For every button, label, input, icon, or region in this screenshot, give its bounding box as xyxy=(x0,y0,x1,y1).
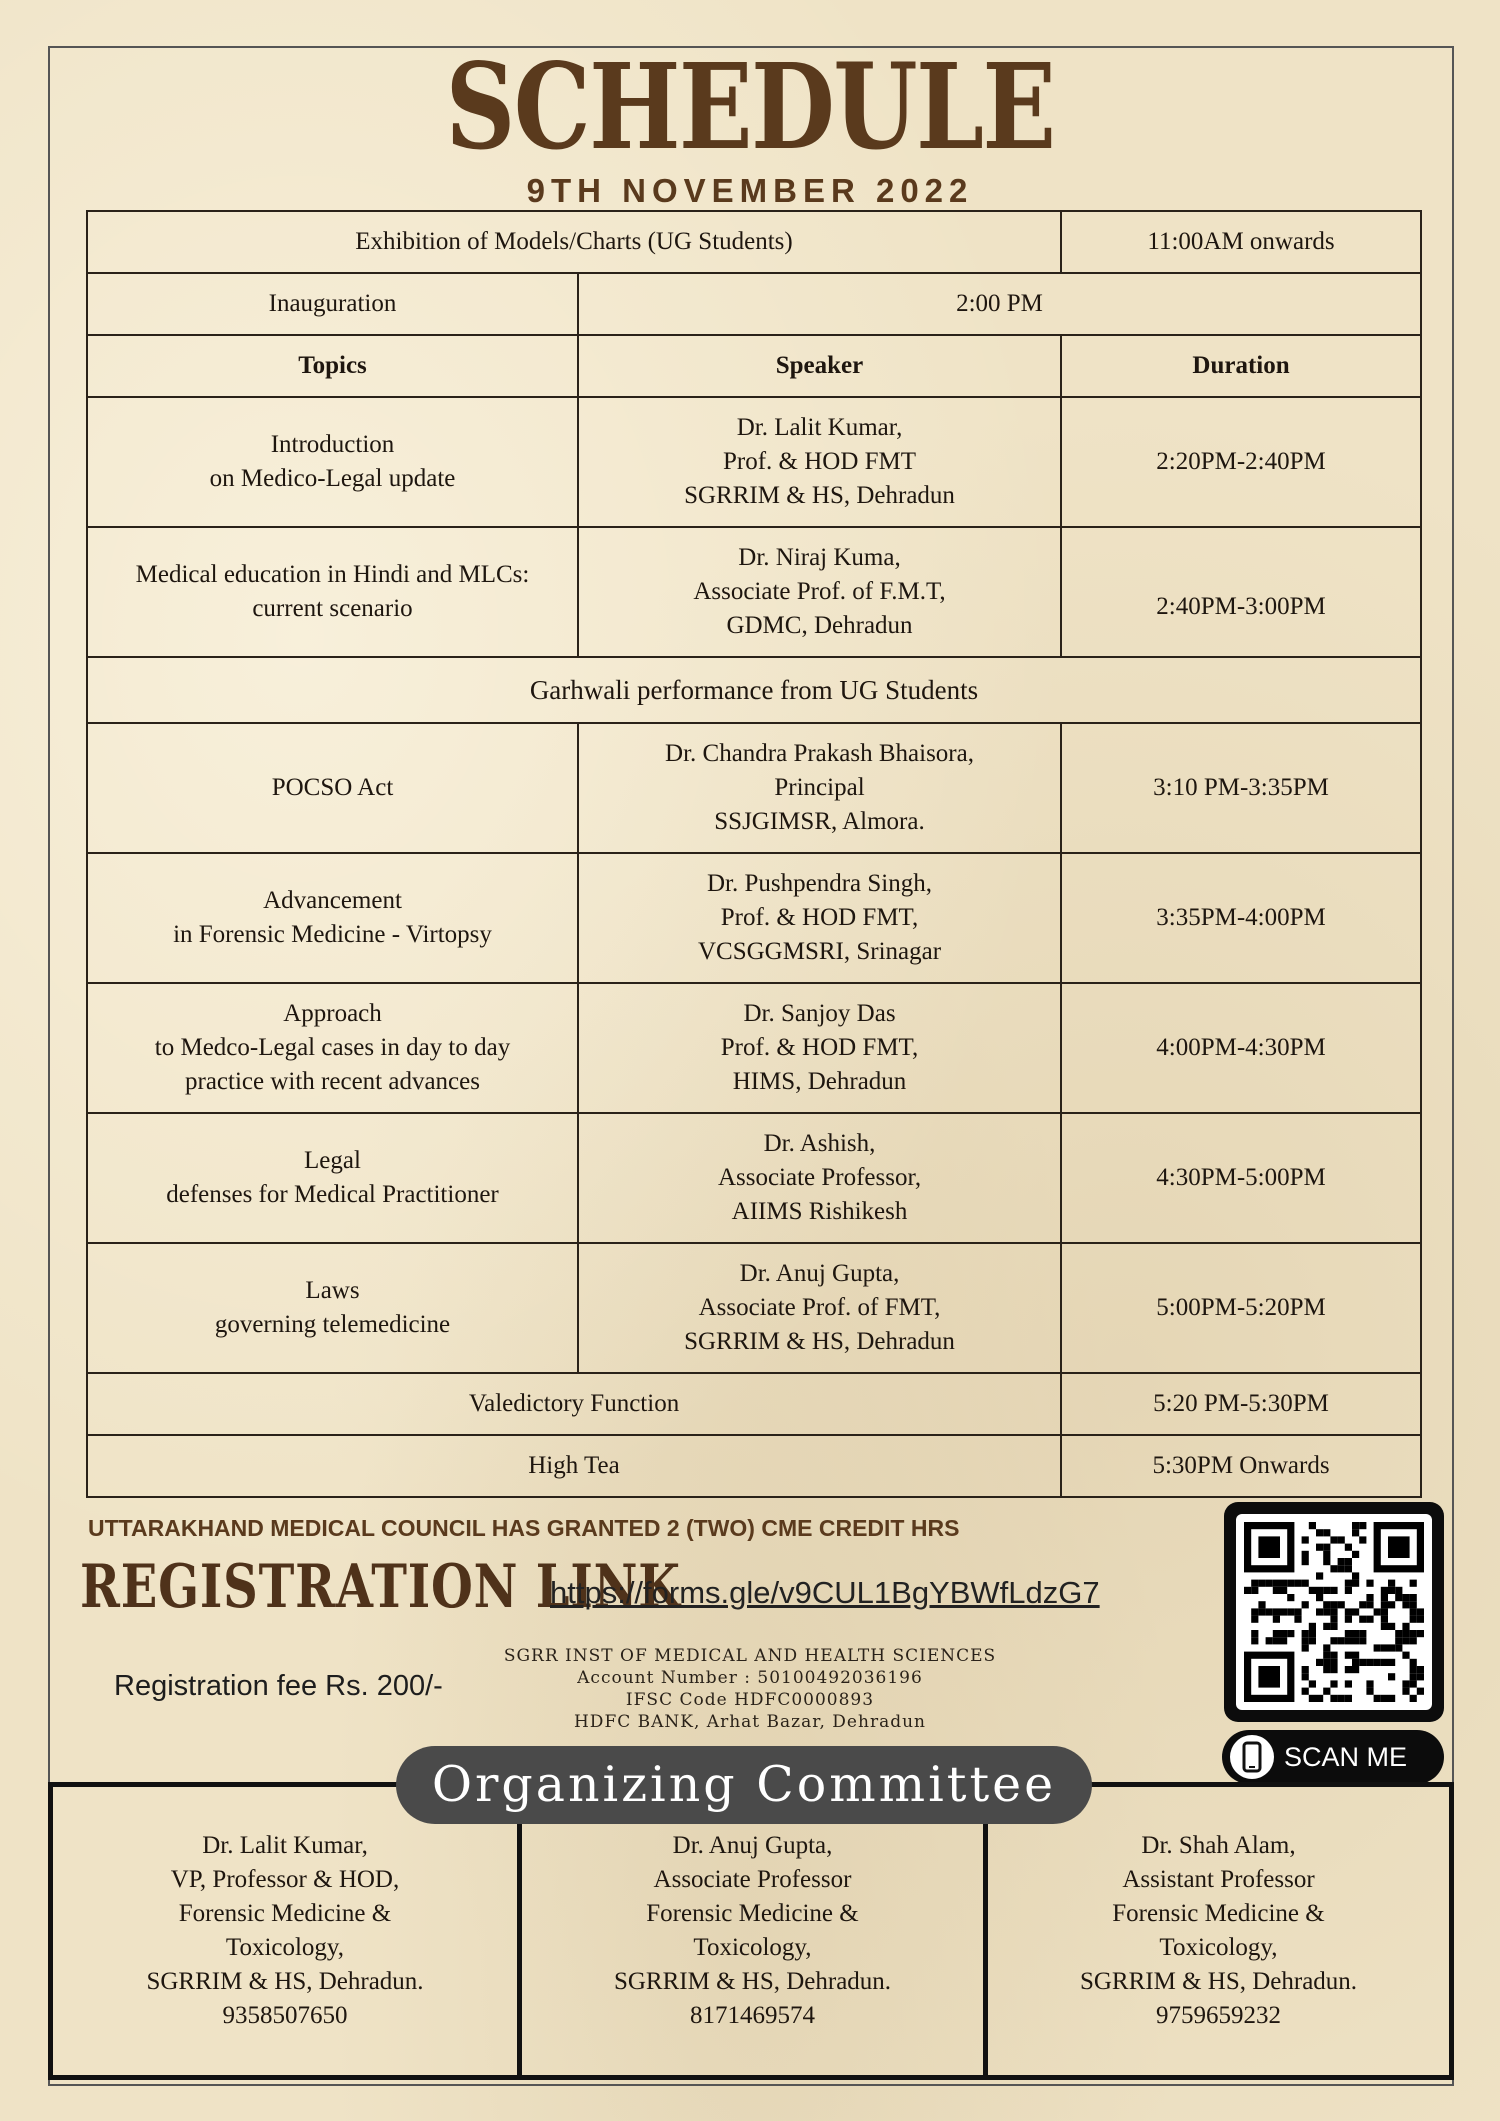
qr-module xyxy=(1330,1616,1337,1623)
committee-member-2: Dr. Anuj Gupta, Associate Professor Forensic Medicine & Toxicology, SGRRIM & HS, Dehradun. 8171469574 xyxy=(613,1832,892,2029)
qr-module xyxy=(1366,1616,1373,1623)
qr-module xyxy=(1352,1608,1359,1615)
qr-module xyxy=(1338,1601,1345,1608)
session-speaker: Dr. Niraj Kuma, Associate Prof. of F.M.T, GDMC, Dehradun xyxy=(578,527,1061,657)
qr-module xyxy=(1287,1608,1294,1615)
qr-module xyxy=(1374,1695,1381,1702)
bank-account-number: Account Number : 50100492036196 xyxy=(577,1668,923,1688)
qr-module xyxy=(1388,1587,1395,1594)
qr-module xyxy=(1345,1637,1352,1644)
qr-module xyxy=(1410,1695,1417,1702)
qr-module xyxy=(1251,1608,1258,1615)
qr-module xyxy=(1402,1637,1409,1644)
qr-module xyxy=(1345,1580,1352,1587)
qr-module xyxy=(1410,1608,1417,1615)
qr-module xyxy=(1417,1630,1424,1637)
qr-module xyxy=(1352,1630,1359,1637)
valedictory-time: 5:20 PM-5:30PM xyxy=(1061,1373,1421,1435)
scan-me-badge xyxy=(1222,1730,1444,1784)
qr-module xyxy=(1280,1608,1287,1615)
session-duration: 2:40PM-3:00PM xyxy=(1061,527,1421,657)
session-duration: 5:00PM-5:20PM xyxy=(1061,1243,1421,1373)
qr-module xyxy=(1359,1522,1366,1529)
qr-module xyxy=(1244,1587,1251,1594)
qr-module xyxy=(1280,1637,1287,1644)
qr-module xyxy=(1330,1680,1337,1687)
qr-module xyxy=(1323,1688,1330,1695)
qr-module xyxy=(1359,1630,1366,1637)
qr-module xyxy=(1374,1659,1381,1666)
column-header-duration: Duration xyxy=(1061,335,1421,397)
qr-module xyxy=(1345,1630,1352,1637)
qr-module xyxy=(1251,1637,1258,1644)
qr-module xyxy=(1251,1616,1258,1623)
qr-module xyxy=(1388,1695,1395,1702)
qr-module xyxy=(1402,1688,1409,1695)
qr-module xyxy=(1323,1601,1330,1608)
qr-module xyxy=(1330,1637,1337,1644)
qr-module xyxy=(1366,1601,1373,1608)
cme-credit-note: UTTARAKHAND MEDICAL COUNCIL HAS GRANTED 2 (TWO) CME CREDIT HRS xyxy=(88,1515,960,1541)
qr-module xyxy=(1302,1637,1309,1644)
qr-module xyxy=(1323,1652,1330,1659)
table-row xyxy=(87,397,1421,527)
session-duration: 3:10 PM-3:35PM xyxy=(1061,723,1421,853)
qr-module xyxy=(1359,1616,1366,1623)
qr-module xyxy=(1338,1695,1345,1702)
qr-module xyxy=(1388,1536,1410,1558)
qr-module xyxy=(1309,1587,1316,1594)
table-row xyxy=(87,723,1421,853)
qr-module xyxy=(1287,1594,1294,1601)
session-topic: Laws governing telemedicine xyxy=(87,1243,578,1373)
qr-module xyxy=(1330,1695,1337,1702)
qr-module xyxy=(1366,1580,1373,1587)
qr-module xyxy=(1323,1544,1330,1551)
qr-module xyxy=(1273,1637,1280,1644)
qr-module xyxy=(1345,1558,1352,1565)
qr-module xyxy=(1359,1659,1366,1666)
qr-module xyxy=(1302,1630,1309,1637)
session-speaker: Dr. Sanjoy Das Prof. & HOD FMT, HIMS, Dehradun xyxy=(578,983,1061,1113)
table-row xyxy=(87,211,1421,273)
table-row xyxy=(87,853,1421,983)
qr-module xyxy=(1402,1630,1409,1637)
qr-module xyxy=(1316,1659,1323,1666)
phone-icon xyxy=(1230,1735,1274,1779)
qr-module xyxy=(1345,1608,1352,1615)
qr-module xyxy=(1410,1637,1417,1644)
qr-module xyxy=(1258,1666,1280,1688)
qr-module xyxy=(1366,1688,1373,1695)
qr-module xyxy=(1366,1659,1373,1666)
qr-module xyxy=(1302,1688,1309,1695)
qr-module xyxy=(1323,1623,1330,1630)
qr-module xyxy=(1402,1680,1409,1687)
event-date: 9TH NOVEMBER 2022 xyxy=(526,172,974,209)
qr-module xyxy=(1323,1608,1330,1615)
qr-module xyxy=(1381,1587,1388,1594)
qr-module xyxy=(1381,1608,1388,1615)
qr-module xyxy=(1410,1630,1417,1637)
qr-module xyxy=(1352,1659,1359,1666)
table-row xyxy=(87,1243,1421,1373)
qr-module xyxy=(1302,1673,1309,1680)
bank-details xyxy=(450,1645,1050,1733)
qr-module xyxy=(1381,1623,1388,1630)
qr-module xyxy=(1316,1587,1323,1594)
session-speaker: Dr. Chandra Prakash Bhaisora, Principal SSJGIMSR, Almora. xyxy=(578,723,1061,853)
bank-ifsc: IFSC Code HDFC0000893 xyxy=(625,1690,875,1710)
qr-module xyxy=(1388,1673,1395,1680)
qr-module xyxy=(1280,1630,1287,1637)
qr-module xyxy=(1338,1558,1345,1565)
exhibition-time: 11:00AM onwards xyxy=(1061,211,1421,273)
qr-module xyxy=(1251,1580,1258,1587)
table-header-row xyxy=(87,335,1421,397)
qr-module xyxy=(1330,1659,1337,1666)
qr-module xyxy=(1287,1580,1294,1587)
qr-module xyxy=(1374,1608,1381,1615)
registration-link[interactable]: https://forms.gle/v9CUL1BgYBWfLdzG7 xyxy=(550,1575,1100,1610)
inauguration-title: Inauguration xyxy=(87,273,578,335)
qr-module xyxy=(1352,1637,1359,1644)
schedule-table xyxy=(86,210,1422,1498)
session-duration: 4:00PM-4:30PM xyxy=(1061,983,1421,1113)
qr-module xyxy=(1302,1601,1309,1608)
hightea-title: High Tea xyxy=(87,1435,1061,1497)
qr-module xyxy=(1258,1601,1265,1608)
qr-module xyxy=(1323,1666,1330,1673)
exhibition-title: Exhibition of Models/Charts (UG Students) xyxy=(87,211,1061,273)
page-title: SCHEDULE xyxy=(445,37,1055,176)
qr-module xyxy=(1402,1601,1409,1608)
qr-module xyxy=(1323,1558,1330,1565)
qr-code-graphic xyxy=(1236,1514,1432,1710)
qr-module xyxy=(1338,1565,1345,1572)
qr-module xyxy=(1302,1551,1309,1558)
qr-module xyxy=(1330,1652,1337,1659)
qr-module xyxy=(1352,1572,1359,1579)
qr-module xyxy=(1316,1695,1323,1702)
qr-module xyxy=(1316,1544,1323,1551)
qr-module xyxy=(1316,1608,1323,1615)
session-topic: Introduction on Medico-Legal update xyxy=(87,397,578,527)
qr-module xyxy=(1366,1680,1373,1687)
qr-module xyxy=(1323,1644,1330,1651)
qr-module xyxy=(1345,1652,1352,1659)
qr-module xyxy=(1258,1536,1280,1558)
qr-module xyxy=(1402,1623,1409,1630)
table-row xyxy=(87,983,1421,1113)
session-speaker: Dr. Pushpendra Singh, Prof. & HOD FMT, VCSGGMSRI, Srinagar xyxy=(578,853,1061,983)
qr-module xyxy=(1395,1594,1402,1601)
valedictory-title: Valedictory Function xyxy=(87,1373,1061,1435)
qr-module xyxy=(1381,1659,1388,1666)
qr-module xyxy=(1352,1529,1359,1536)
qr-module xyxy=(1273,1587,1280,1594)
qr-module xyxy=(1330,1601,1337,1608)
session-speaker: Dr. Lalit Kumar, Prof. & HOD FMT SGRRIM & HS, Dehradun xyxy=(578,397,1061,527)
qr-module xyxy=(1395,1637,1402,1644)
qr-module xyxy=(1280,1580,1287,1587)
bank-branch: HDFC BANK, Arhat Bazar, Dehradun xyxy=(573,1712,926,1732)
qr-module xyxy=(1330,1623,1337,1630)
qr-module xyxy=(1374,1644,1381,1651)
qr-module xyxy=(1330,1666,1337,1673)
qr-module xyxy=(1410,1680,1417,1687)
qr-module xyxy=(1280,1587,1287,1594)
qr-module xyxy=(1388,1580,1395,1587)
performance-title: Garhwali performance from UG Students xyxy=(87,657,1421,723)
session-topic: Medical education in Hindi and MLCs: current scenario xyxy=(87,527,578,657)
session-topic: Legal defenses for Medical Practitioner xyxy=(87,1113,578,1243)
qr-module xyxy=(1258,1580,1265,1587)
qr-module xyxy=(1330,1587,1337,1594)
qr-code-icon xyxy=(1236,1514,1432,1710)
qr-module xyxy=(1352,1666,1359,1673)
qr-module xyxy=(1381,1601,1388,1608)
qr-module xyxy=(1395,1587,1402,1594)
qr-module xyxy=(1381,1594,1388,1601)
qr-module xyxy=(1266,1637,1273,1644)
qr-module xyxy=(1316,1529,1323,1536)
qr-module xyxy=(1273,1580,1280,1587)
qr-module xyxy=(1330,1565,1337,1572)
qr-module xyxy=(1345,1616,1352,1623)
qr-module xyxy=(1266,1608,1273,1615)
committee-member-1: Dr. Lalit Kumar, VP, Professor & HOD, Forensic Medicine & Toxicology, SGRRIM & HS, Dehradun. 9358507650 xyxy=(146,1832,424,2029)
inauguration-time: 2:00 PM xyxy=(578,273,1421,335)
session-topic: Advancement in Forensic Medicine - Virtopsy xyxy=(87,853,578,983)
qr-module xyxy=(1273,1616,1280,1623)
qr-module xyxy=(1352,1522,1359,1529)
bank-account-name: SGRR INST OF MEDICAL AND HEALTH SCIENCES xyxy=(503,1646,997,1666)
qr-module xyxy=(1410,1601,1417,1608)
qr-module xyxy=(1302,1536,1309,1543)
session-duration: 4:30PM-5:00PM xyxy=(1061,1113,1421,1243)
qr-module xyxy=(1381,1695,1388,1702)
session-duration: 3:35PM-4:00PM xyxy=(1061,853,1421,983)
qr-module xyxy=(1302,1666,1309,1673)
qr-module xyxy=(1309,1630,1316,1637)
qr-module xyxy=(1316,1572,1323,1579)
qr-module xyxy=(1302,1580,1309,1587)
qr-module xyxy=(1402,1652,1409,1659)
qr-module xyxy=(1345,1680,1352,1687)
session-duration: 2:20PM-2:40PM xyxy=(1061,397,1421,527)
qr-module xyxy=(1294,1616,1301,1623)
qr-module xyxy=(1258,1608,1265,1615)
table-row xyxy=(87,273,1421,335)
qr-module xyxy=(1323,1659,1330,1666)
qr-module xyxy=(1294,1580,1301,1587)
table-row xyxy=(87,1373,1421,1435)
qr-module xyxy=(1395,1644,1402,1651)
qr-module xyxy=(1345,1666,1352,1673)
qr-module xyxy=(1330,1608,1337,1615)
qr-module xyxy=(1294,1608,1301,1615)
qr-module xyxy=(1381,1616,1388,1623)
qr-module xyxy=(1410,1659,1417,1666)
qr-module xyxy=(1381,1644,1388,1651)
qr-module xyxy=(1251,1587,1258,1594)
qr-module xyxy=(1287,1630,1294,1637)
qr-module xyxy=(1417,1608,1424,1615)
registration-fee: Registration fee Rs. 200/- xyxy=(114,1670,443,1702)
qr-module xyxy=(1345,1565,1352,1572)
session-topic: Approach to Medco-Legal cases in day to day practice with recent advances xyxy=(87,983,578,1113)
organizing-committee-box xyxy=(48,1782,1454,2080)
registration-title: REGISTRATION LINK xyxy=(80,1552,681,1622)
qr-module xyxy=(1352,1551,1359,1558)
qr-module xyxy=(1309,1522,1316,1529)
qr-module xyxy=(1316,1594,1323,1601)
table-row xyxy=(87,1113,1421,1243)
qr-module xyxy=(1338,1637,1345,1644)
qr-module xyxy=(1359,1637,1366,1644)
qr-module xyxy=(1417,1688,1424,1695)
qr-module xyxy=(1366,1594,1373,1601)
qr-module xyxy=(1388,1659,1395,1666)
session-speaker: Dr. Ashish, Associate Professor, AIIMS Rishikesh xyxy=(578,1113,1061,1243)
column-header-speaker: Speaker xyxy=(578,335,1061,397)
session-speaker: Dr. Anuj Gupta, Associate Prof. of FMT, SGRRIM & HS, Dehradun xyxy=(578,1243,1061,1373)
qr-module xyxy=(1323,1587,1330,1594)
qr-module xyxy=(1388,1623,1395,1630)
qr-module xyxy=(1302,1558,1309,1565)
qr-module xyxy=(1309,1695,1316,1702)
qr-module xyxy=(1273,1608,1280,1615)
qr-module xyxy=(1266,1580,1273,1587)
qr-module xyxy=(1323,1551,1330,1558)
qr-module xyxy=(1388,1601,1395,1608)
qr-module xyxy=(1402,1594,1409,1601)
qr-module xyxy=(1345,1544,1352,1551)
qr-module xyxy=(1338,1536,1345,1543)
qr-module xyxy=(1309,1680,1316,1687)
qr-module xyxy=(1410,1673,1417,1680)
qr-module xyxy=(1352,1580,1359,1587)
session-topic: POCSO Act xyxy=(87,723,578,853)
qr-module xyxy=(1273,1630,1280,1637)
scan-me-label: SCAN ME xyxy=(1284,1742,1408,1772)
qr-module xyxy=(1417,1673,1424,1680)
qr-module xyxy=(1359,1536,1366,1543)
qr-module xyxy=(1395,1630,1402,1637)
qr-module xyxy=(1323,1529,1330,1536)
qr-module xyxy=(1309,1623,1316,1630)
qr-module xyxy=(1388,1644,1395,1651)
qr-code[interactable] xyxy=(1224,1502,1444,1722)
qr-module xyxy=(1251,1630,1258,1637)
qr-module xyxy=(1410,1616,1417,1623)
phone-icon-graphic xyxy=(1230,1735,1274,1779)
table-row xyxy=(87,657,1421,723)
qr-module xyxy=(1302,1644,1309,1651)
qr-module xyxy=(1410,1594,1417,1601)
qr-module xyxy=(1359,1601,1366,1608)
table-row xyxy=(87,1435,1421,1497)
committee-member-3: Dr. Shah Alam, Assistant Professor Forensic Medicine & Toxicology, SGRRIM & HS, Dehradun. 9759659232 xyxy=(1079,1832,1358,2029)
qr-module xyxy=(1352,1652,1359,1659)
qr-module xyxy=(1417,1666,1424,1673)
qr-module xyxy=(1410,1666,1417,1673)
qr-module xyxy=(1410,1580,1417,1587)
qr-module xyxy=(1345,1587,1352,1594)
hightea-time: 5:30PM Onwards xyxy=(1061,1435,1421,1497)
organizing-committee-title: Organizing Committee xyxy=(396,1746,1092,1824)
column-header-topics: Topics xyxy=(87,335,578,397)
table-row xyxy=(87,527,1421,657)
qr-module xyxy=(1330,1536,1337,1543)
qr-module xyxy=(1345,1695,1352,1702)
qr-module xyxy=(1309,1637,1316,1644)
qr-module xyxy=(1417,1616,1424,1623)
